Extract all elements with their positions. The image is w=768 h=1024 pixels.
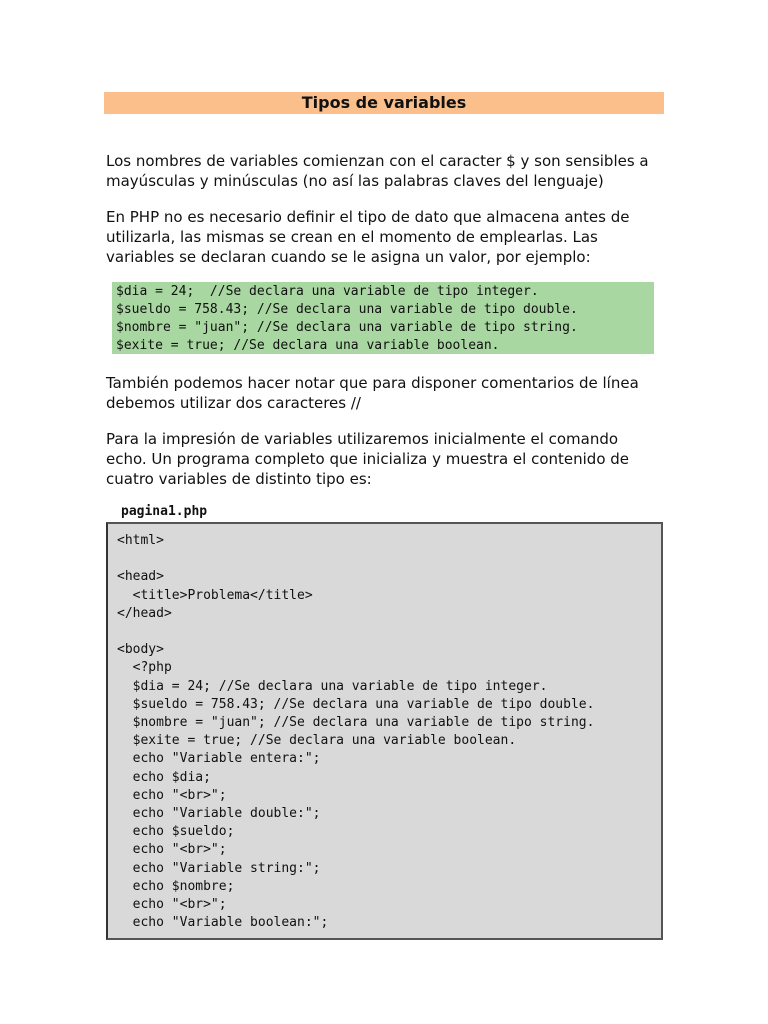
code-line: echo $dia; [117,769,211,785]
code-line: echo "Variable double:"; [117,806,321,822]
code-line: echo "<br>"; [117,787,227,803]
code-line: $dia = 24; //Se declara una variable de tipo integer. [117,678,548,694]
code-line: echo $nombre; [117,878,235,894]
code-line: </head> [117,605,172,621]
code-line: <html> [117,533,164,548]
code-line: <body> [117,642,164,658]
code-line: echo "Variable boolean:"; [117,915,329,931]
code-line: echo "Variable entera:"; [117,751,321,767]
code-line [117,550,661,568]
code-line: $dia = 24; //Se declara una variable de tipo integer. [116,284,539,299]
program-code-block [106,522,663,940]
paragraph-echo-intro: Para la impresión de variables utilizaremos inicialmente el comando echo. Un programa completo que inicializa y muestra el contenido de cuatro variables de distinto tipo es: [106,430,630,488]
code-line: $sueldo = 758.43; //Se declara una variable de tipo double. [116,302,578,317]
code-line: echo "<br>"; [117,842,227,858]
example-code-block [112,282,654,354]
code-line [117,623,661,641]
code-line: <head> [117,569,164,585]
code-line: <title>Problema</title> [117,587,313,603]
code-line: $exite = true; //Se declara una variable boolean. [117,733,517,749]
code-line: $nombre = "juan"; //Se declara una variable de tipo string. [116,320,578,335]
code-line: <?php [117,660,172,676]
paragraph-comments: También podemos hacer notar que para disponer comentarios de línea debemos utilizar dos caracteres // [106,374,639,412]
code-line: $exite = true; //Se declara una variable boolean. [116,338,500,353]
code-line: echo "Variable string:"; [117,860,321,876]
paragraph-variable-names: Los nombres de variables comienzan con el caracter $ y son sensibles a mayúsculas y minúsculas (no así las palabras claves del lenguaje) [106,152,649,190]
code-line: echo $sueldo; [117,824,235,840]
section-title: Tipos de variables [104,92,664,114]
file-name-label: pagina1.php [121,504,208,519]
code-line: echo "<br>"; [117,897,227,913]
code-line: $sueldo = 758.43; //Se declara una variable de tipo double. [117,696,595,712]
paragraph-type-declaration: En PHP no es necesario definir el tipo de dato que almacena antes de utilizarla, las mismas se crean en el momento de emplearlas. Las variables se declaran cuando se le asigna un valor, por ejemplo: [106,208,630,266]
code-line: $nombre = "juan"; //Se declara una variable de tipo string. [117,715,595,730]
